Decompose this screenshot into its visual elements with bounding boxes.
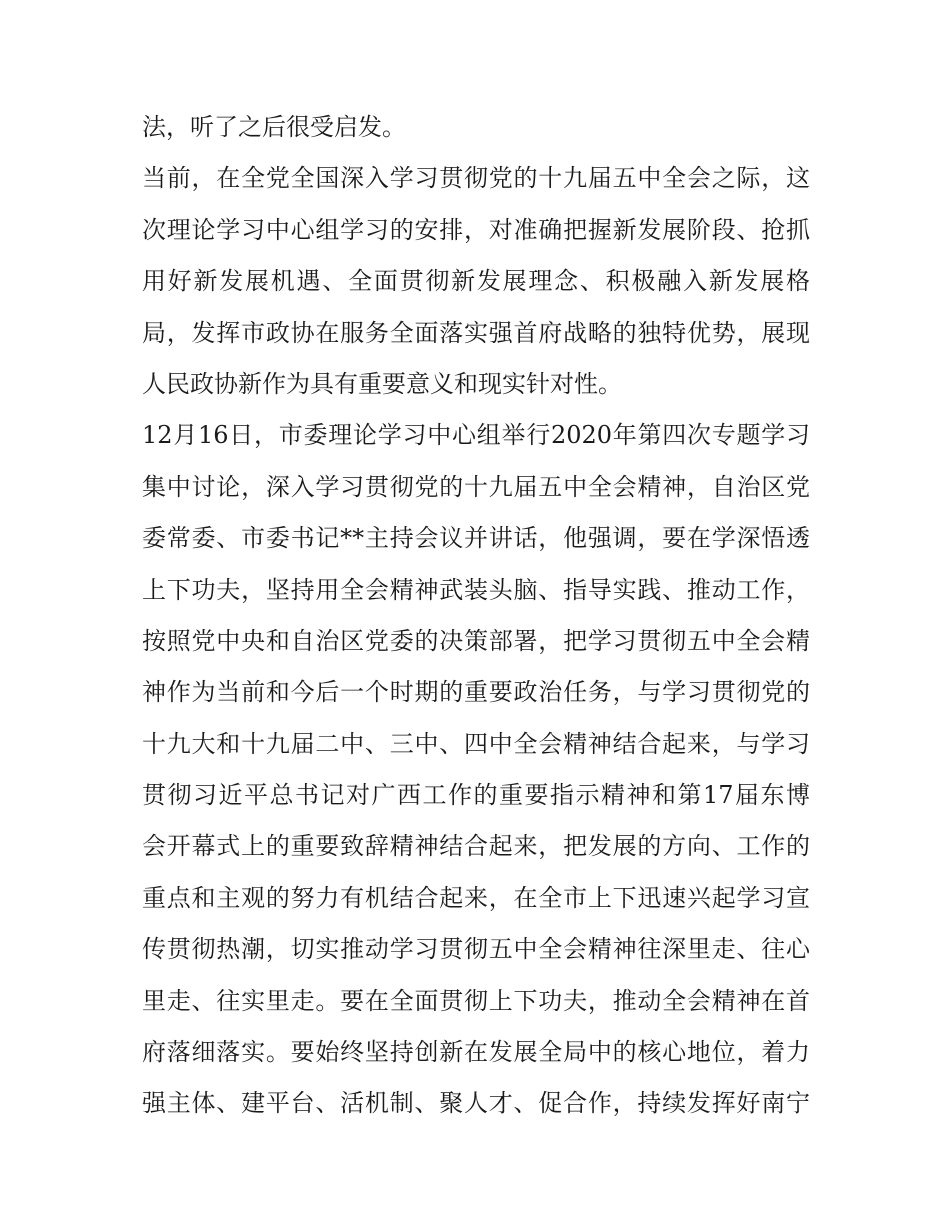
text-line: 强主体、建平台、活机制、聚人才、促合作，持续发挥好南宁 <box>142 1089 810 1118</box>
text-line: 会开幕式上的重要致辞精神结合起来，把发展的方向、工作的 <box>142 832 810 861</box>
document-body <box>142 102 810 1130</box>
paragraph <box>142 410 810 1129</box>
text-line: 十九大和十九届二中、三中、四中全会精神结合起来，与学习 <box>142 729 810 758</box>
text-line: 次理论学习中心组学习的安排，对准确把握新发展阶段、抢抓 <box>142 215 810 244</box>
text-line: 贯彻习近平总书记对广西工作的重要指示精神和第17届东博 <box>142 781 810 810</box>
text-line: 法，听了之后很受启发。 <box>142 113 406 141</box>
text-line: 当前，在全党全国深入学习贯彻党的十九届五中全会之际，这 <box>142 164 810 193</box>
paragraph <box>142 153 810 410</box>
text-line: 传贯彻热潮，切实推动学习贯彻五中全会精神往深里走、往心 <box>142 935 810 964</box>
text-line: 重点和主观的努力有机结合起来，在全市上下迅速兴起学习宣 <box>142 883 810 912</box>
text-line: 神作为当前和今后一个时期的重要政治任务，与学习贯彻党的 <box>142 678 810 707</box>
text-line: 用好新发展机遇、全面贯彻新发展理念、积极融入新发展格 <box>142 267 810 296</box>
text-line: 局，发挥市政协在服务全面落实强首府战略的独特优势，展现 <box>142 318 810 347</box>
text-line: 12月16日，市委理论学习中心组举行2020年第四次专题学习 <box>142 421 810 450</box>
text-line: 里走、往实里走。要在全面贯彻上下功夫，推动全会精神在首 <box>142 986 810 1015</box>
text-line: 上下功夫，坚持用全会精神武装头脑、指导实践、推动工作， <box>142 575 810 604</box>
text-line: 集中讨论，深入学习贯彻党的十九届五中全会精神，自治区党 <box>142 472 810 501</box>
paragraph <box>142 102 810 153</box>
text-line: 人民政协新作为具有重要意义和现实针对性。 <box>142 369 622 398</box>
text-line: 按照党中央和自治区党委的决策部署，把学习贯彻五中全会精 <box>142 626 810 655</box>
text-line: 委常委、市委书记**主持会议并讲话，他强调，要在学深悟透 <box>142 524 810 553</box>
text-line: 府落细落实。要始终坚持创新在发展全局中的核心地位，着力 <box>142 1038 810 1067</box>
